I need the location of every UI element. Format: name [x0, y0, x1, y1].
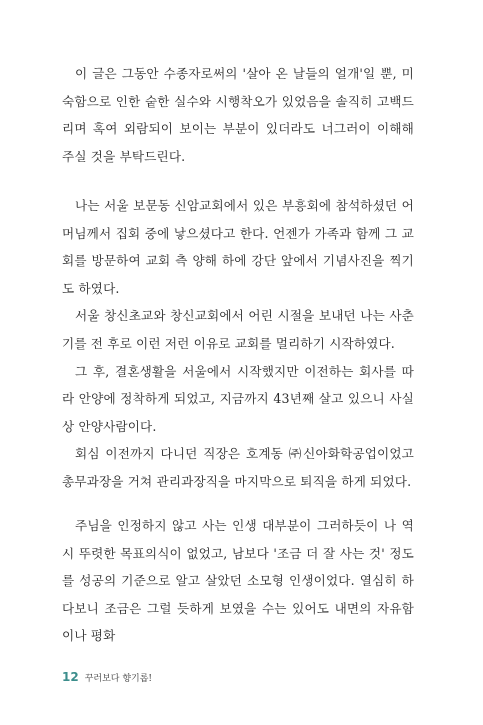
body-text-block — [62, 192, 414, 496]
page-number: 12 — [62, 670, 79, 684]
paragraph: 회심 이전까지 다니던 직장은 호계동 ㈜신아화학공업이었고 총무과장을 거쳐 관리과장직을 마지막으로 퇴직을 하게 되었다. — [62, 446, 414, 489]
page-footer — [62, 670, 152, 684]
body-text-block — [62, 60, 414, 170]
running-title: 꾸러보다 향기롭! — [84, 674, 153, 684]
body-text-block — [62, 512, 414, 650]
paragraph: 주님을 인정하지 않고 사는 인생 대부분이 그러하듯이 나 역시 뚜렷한 목표의식이 없었고, 남보다 '조금 더 잘 사는 것' 정도를 성공의 기준으로 알고 살았던 소모형 인생이었다. 열심히 하다보니 조금은 그럴 듯하게 보였을 수는 있어도 내면의 자유함이나 평화 — [62, 518, 414, 644]
paragraph: 이 글은 그동안 수종자로써의 '살아 온 날들의 얼개'일 뿐, 미숙함으로 인한 숱한 실수와 시행착오가 있었음을 솔직히 고백드리며 혹여 외람되이 보이는 부분이 있더라도 너그러이 이해해 주실 것을 부탁드린다. — [62, 66, 414, 164]
paragraph: 서울 창신초교와 창신교회에서 어린 시절을 보내던 나는 사춘기를 전 후로 이런 저런 이유로 교회를 멀리하기 시작하였다. — [62, 308, 414, 351]
paragraph: 그 후, 결혼생활을 서울에서 시작했지만 이전하는 회사를 따라 안양에 정착하게 되었고, 지금까지 43년째 살고 있으니 사실 상 안양사람이다. — [62, 363, 414, 434]
paragraph: 나는 서울 보문동 신암교회에서 있은 부흥회에 참석하셨던 어머님께서 집회 중에 낳으셨다고 한다. 언젠가 가족과 함께 그 교회를 방문하여 교회 측 양해 하에 강단 앞에서 기념사진을 찍기도 하였다. — [62, 198, 414, 296]
